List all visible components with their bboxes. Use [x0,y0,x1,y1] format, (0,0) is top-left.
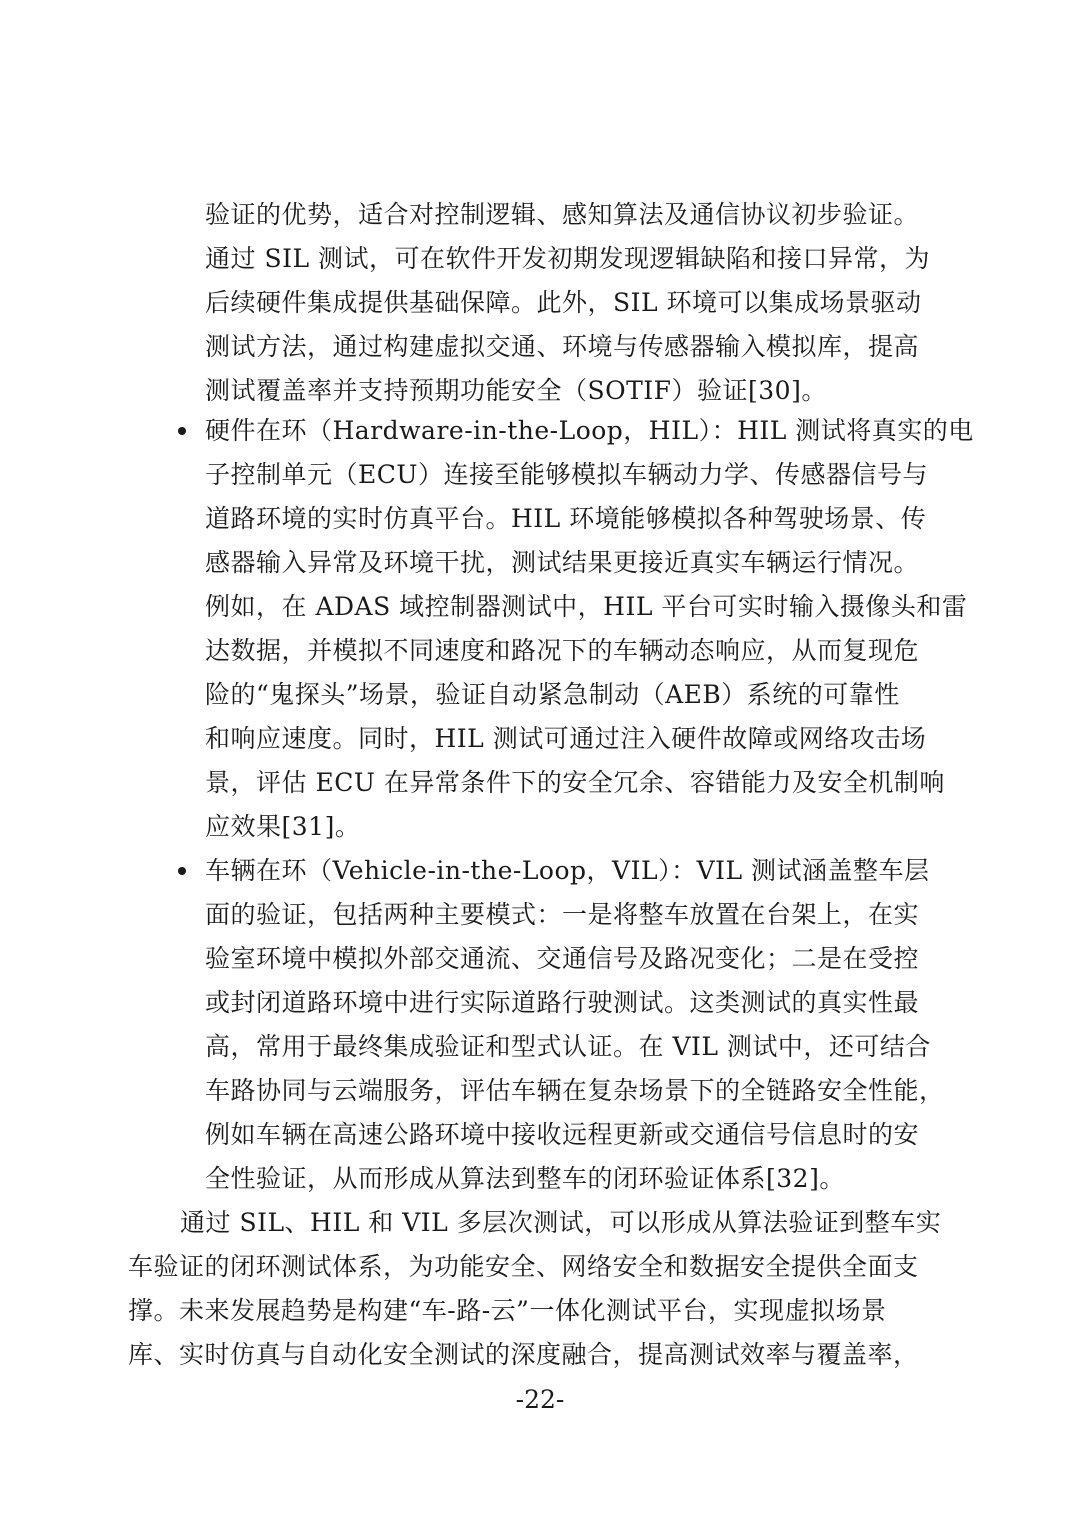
text-line: 子控制单元（ECU）连接至能够模拟车辆动力学、传感器信号与 [205,460,928,489]
text-line: 和响应速度。同时，HIL 测试可通过注入硬件故障或网络攻击场 [205,724,927,753]
text-line: 面的验证，包括两种主要模式：一是将整车放置在台架上，在实 [205,900,920,929]
text-line: 高，常用于最终集成验证和型式认证。在 VIL 测试中，还可结合 [205,1032,931,1061]
text-line: 库、实时仿真与自动化安全测试的深度融合，提高测试效率与覆盖率， [128,1340,919,1369]
text-line: 通过 SIL 测试，可在软件开发初期发现逻辑缺陷和接口异常，为 [205,244,930,273]
text-line: 后续硬件集成提供基础保障。此外，SIL 环境可以集成场景驱动 [205,288,922,317]
bullet-dot-icon [178,867,186,875]
text-line: 达数据，并模拟不同速度和路况下的车辆动态响应，从而复现危 [205,636,920,665]
text-line: 道路环境的实时仿真平台。HIL 环境能够模拟各种驾驶场景、传 [205,504,927,533]
bullet-dot-icon [178,427,186,435]
text-line: 验证的优势，适合对控制逻辑、感知算法及通信协议初步验证。 [205,200,920,229]
text-line: 通过 SIL、HIL 和 VIL 多层次测试，可以形成从算法验证到整车实 [180,1208,942,1237]
text-line: 测试覆盖率并支持预期功能安全（SOTIF）验证[30]。 [205,376,827,405]
text-line: 险的“鬼探头”场景，验证自动紧急制动（AEB）系统的可靠性 [205,680,900,709]
text-line: 车辆在环（Vehicle-in-the-Loop，VIL）：VIL 测试涵盖整车层 [205,856,930,885]
text-line: 测试方法，通过构建虚拟交通、环境与传感器输入模拟库，提高 [205,332,920,361]
text-line: 感器输入异常及环境干扰，测试结果更接近真实车辆运行情况。 [205,548,920,577]
text-line: 硬件在环（Hardware-in-the-Loop，HIL）：HIL 测试将真实的电 [205,416,974,445]
text-line: 应效果[31]。 [205,812,361,841]
text-line: 验室环境中模拟外部交通流、交通信号及路况变化；二是在受控 [205,944,920,973]
text-line: 全性验证，从而形成从算法到整车的闭环验证体系[32]。 [205,1164,845,1193]
text-line: 车验证的闭环测试体系，为功能安全、网络安全和数据安全提供全面支 [128,1252,919,1281]
text-line: 例如，在 ADAS 域控制器测试中，HIL 平台可实时输入摄像头和雷 [205,592,968,621]
text-line: 景，评估 ECU 在异常条件下的安全冗余、容错能力及安全机制响 [205,768,945,797]
text-line: 或封闭道路环境中进行实际道路行驶测试。这类测试的真实性最 [205,988,920,1017]
text-line: 例如车辆在高速公路环境中接收远程更新或交通信号信息时的安 [205,1120,920,1149]
text-line: 撑。未来发展趋势是构建“车-路-云”一体化测试平台，实现虚拟场景 [128,1296,887,1325]
page-number: -22- [515,1385,565,1414]
text-line: 车路协同与云端服务，评估车辆在复杂场景下的全链路安全性能， [205,1076,945,1105]
